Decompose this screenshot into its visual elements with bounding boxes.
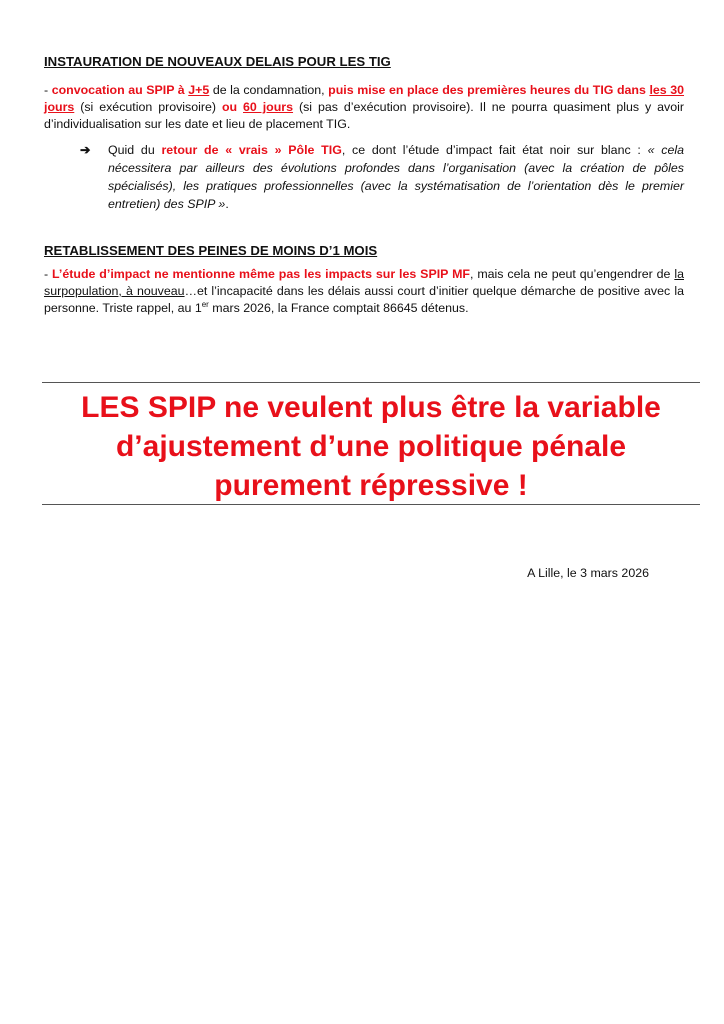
text-quid: Quid du	[108, 143, 162, 157]
underline-surpopulation: la surpopulation, à nouveau	[44, 267, 684, 298]
banner-line-2: d’ajustement d’une politique pénale	[115, 430, 627, 463]
paragraph-peines	[44, 266, 684, 317]
text-execution-provisoire: (si exécution provisoire)	[74, 100, 222, 114]
superscript-er: er	[201, 299, 209, 309]
text-individualisation: (si pas d’exécution provisoire). Il ne pourra quasiment plus y avoir d’individualisation sur les date et lieu de placement TIG.	[44, 100, 684, 131]
banner-line-3: purement répressive !	[214, 469, 528, 502]
section-tig	[44, 54, 684, 133]
quote-etude-impact: « cela nécessitera par ailleurs des évolutions profondes dans l’organisation (avec la création de pôles spécialisés), les pratiques professionnelles (avec la systématisation de l’orientation dès le premier entretien) des SPIP »	[108, 143, 685, 211]
highlight-60-jours: 60 jours	[243, 100, 294, 114]
highlight-convocation: convocation au SPIP à	[51, 83, 189, 97]
text-end: .	[225, 197, 229, 211]
section-peines	[44, 243, 684, 317]
bullet-text	[108, 141, 684, 213]
highlight-mise-en-place: puis mise en place des premières heures du TIG dans	[328, 83, 650, 97]
section-heading-peines: RETABLISSEMENT DES PEINES DE MOINS D’1 MOIS	[44, 243, 378, 258]
highlight-pole-tig: retour de « vrais » Pôle TIG	[161, 143, 342, 157]
text-engendrer: , mais cela ne peut qu’engendrer de	[470, 267, 675, 281]
highlight-j5: J+5	[188, 83, 210, 97]
paragraph-tig-delays	[44, 82, 684, 133]
text-detenus: mars 2026, la France comptait 86645 détenus.	[208, 301, 469, 315]
signature-date: A Lille, le 3 mars 2026	[527, 566, 649, 580]
dash: -	[44, 267, 53, 281]
divider-bottom	[42, 504, 700, 505]
divider-top	[42, 382, 700, 383]
highlight-etude-impact: L’étude d’impact ne mentionne même pas les impacts sur les SPIP MF	[52, 267, 470, 281]
section-heading-tig: INSTAURATION DE NOUVEAUX DELAIS POUR LES TIG	[44, 54, 391, 69]
text-etude-impact: , ce dont l’étude d’impact fait état noir sur blanc :	[341, 143, 648, 157]
dash: -	[44, 83, 52, 97]
text-condamnation: de la condamnation,	[209, 83, 329, 97]
bullet-pole-tig	[80, 141, 685, 213]
highlight-ou: ou	[221, 100, 244, 114]
text-incapacite: …et l’incapacité dans les délais aussi court d’initier quelque démarche de positive avec la personne. Triste rappel, au 1	[44, 284, 684, 315]
banner-line-1: LES SPIP ne veulent plus être la variable	[81, 391, 661, 424]
banner-slogan	[42, 388, 700, 505]
arrow-right-icon: ➔	[80, 143, 91, 157]
highlight-30-jours: les 30 jours	[44, 83, 685, 114]
